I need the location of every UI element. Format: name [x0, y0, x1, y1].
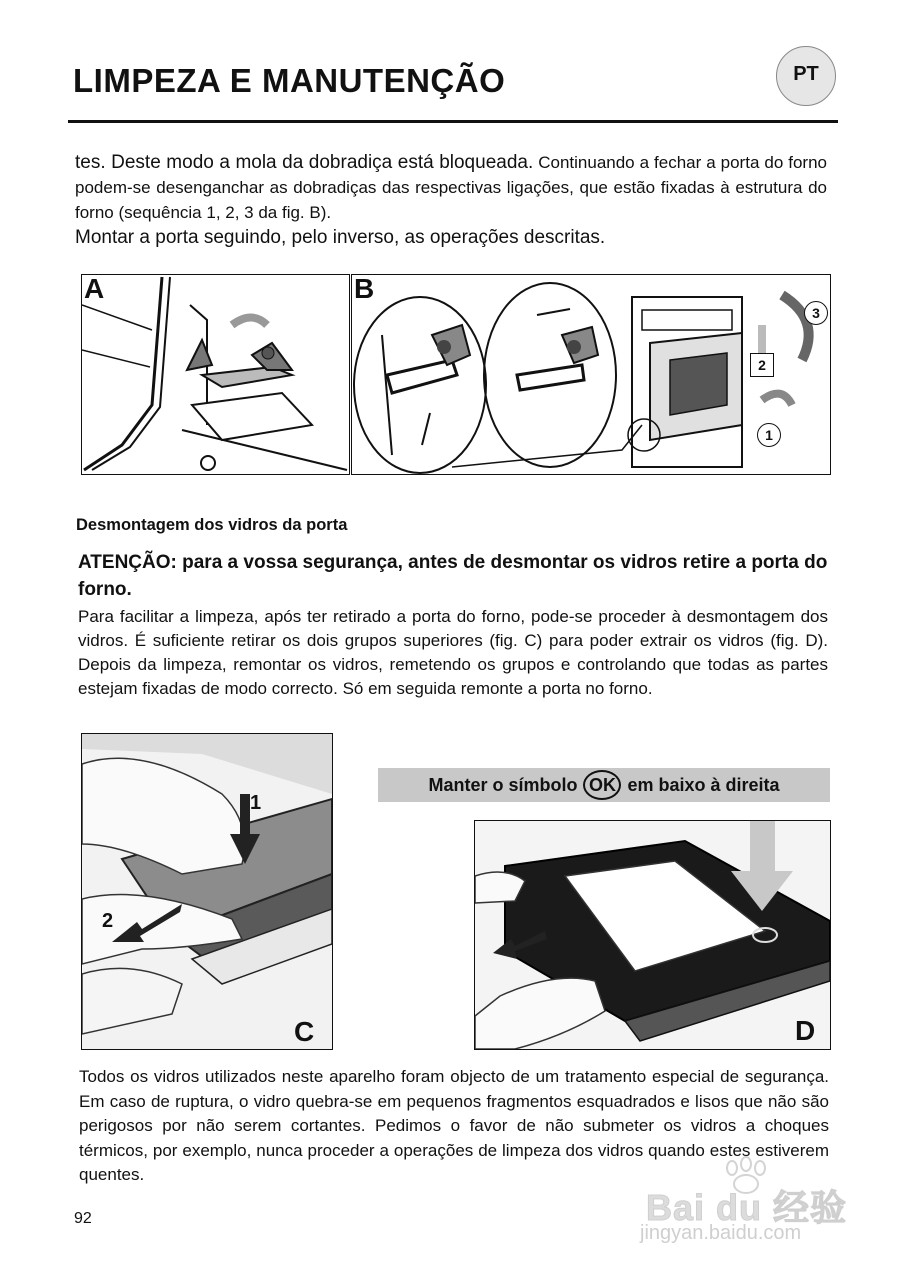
baidu-watermark	[640, 1150, 850, 1250]
figure-b	[351, 274, 831, 475]
figure-a-label: A	[84, 274, 105, 304]
safety-warning: ATENÇÃO: para a vossa segurança, antes de desmontar os vidros retire a porta do forno.	[78, 552, 828, 600]
figure-b-step-3: 3	[804, 301, 828, 325]
figure-c-label: C	[294, 1016, 315, 1047]
glass-instructions: Para facilitar a limpeza, após ter retirado a porta do forno, pode-se proceder à desmontagem dos vidros. É suficiente retirar os dois grupos superiores (fig. C) para poder extrair os vidros (fig. D). Depois da limpeza, remontar os vidros, remetendo os grupos e controlando que todas as partes estejam fixadas de modo correcto. Só em seguida remonte a porta no forno.	[78, 607, 828, 698]
language-badge: PT	[776, 46, 836, 106]
intro-rest: Continuando a fechar a porta do forno podem-se desenganchar as dobradiças das respectivas ligações, que estão fixadas à estrutura do forno (sequência 1, 2, 3 da fig. B).	[75, 153, 827, 222]
figure-b-label: B	[354, 274, 375, 304]
figure-b-step-1: 1	[757, 423, 781, 447]
figure-c-step-2: 2	[102, 910, 114, 932]
figure-c-illustration	[82, 734, 332, 1049]
figure-d	[474, 820, 831, 1050]
title-divider	[68, 120, 838, 123]
page-title: LIMPEZA E MANUTENÇÃO	[73, 62, 506, 99]
figure-c-step-1: 1	[250, 792, 262, 814]
figure-c	[81, 733, 333, 1050]
glass-safety-paragraph: Todos os vidros utilizados neste aparelho foram objecto de um tratamento especial de segurança. Em caso de ruptura, o vidro quebra-se em pequenos fragmentos esquadrados e lisos que não são perigosos por não serem cortantes. Pedimos o favor de não submeter os vidros a choques térmicos, por exemplo, nunca proceder a operações de limpeza dos vidros quando estes estiverem quentes.	[79, 1067, 829, 1184]
ok-symbol: OK	[583, 770, 621, 800]
figure-d-illustration	[475, 821, 830, 1049]
intro-paragraph	[75, 150, 827, 250]
figure-a	[81, 274, 350, 475]
keep-symbol-text-after: em baixo à direita	[627, 774, 780, 795]
figure-a-illustration	[82, 275, 349, 474]
keep-symbol-text-before: Manter o símbolo	[428, 774, 578, 795]
page-number: 92	[74, 1210, 92, 1227]
intro-lead: tes. Deste modo a mola da dobradiça está bloqueada.	[75, 152, 534, 173]
keep-symbol-instruction	[378, 768, 830, 802]
figure-d-label: D	[795, 1015, 816, 1046]
intro-assemble: Montar a porta seguindo, pelo inverso, as operações descritas.	[75, 227, 606, 248]
figure-b-step-2: 2	[750, 353, 774, 377]
section-subheading: Desmontagem dos vidros da porta	[76, 516, 348, 534]
watermark-brand: Bai du 经验	[646, 1187, 848, 1228]
watermark-url: jingyan.baidu.com	[640, 1222, 802, 1244]
